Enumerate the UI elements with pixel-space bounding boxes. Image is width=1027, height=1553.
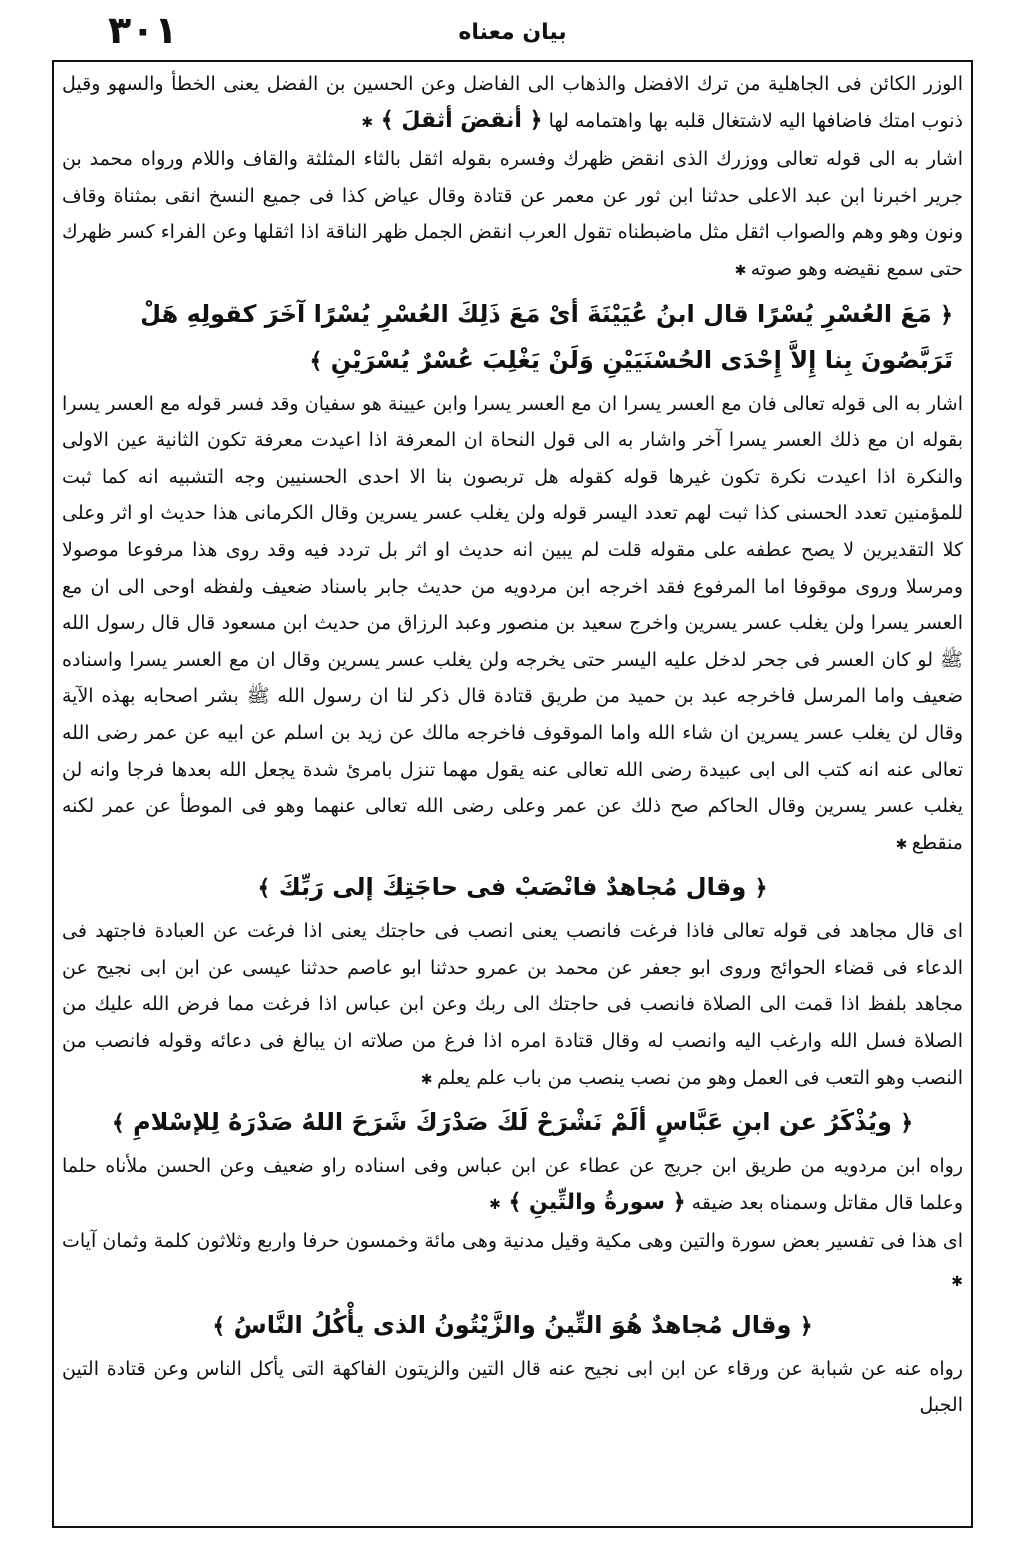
page-header — [52, 6, 973, 58]
hadith-heading-3: ﴿ ويُذْكَرُ عن ابنِ عَبَّاسٍ ألَمْ نَشْرَحْ لَكَ صَدْرَكَ شَرَحَ اللهُ صَدْرَهُ لِلإسْلامِ ﴾ — [111, 1108, 914, 1137]
surah-heading: ﴿ سورةُ والتِّينِ ﴾ — [508, 1189, 686, 1215]
commentary-paragraph-2: اشار به الى قوله تعالى ووزرك الذى انقض ظهرك وفسره بقوله اثقل بالثاء المثلثة والقاف واللام ورواه محمد بن جرير اخبرنا ابن عبد الاعلى حدثنا ابن ثور عن معمر عن قتادة وقال عياض كذا فى جميع النسخ انقى بمثناة وقاف ونون وهو وهم والصواب اثقل مثل ماضبطناه تقول العرب انقض الجمل ظهر الناقة اذا اثقلها وعن الفراء كسر ظهرك حتى سمع نقيضه وهو صوته ✱ — [62, 141, 963, 289]
hadith-heading-2: ﴿ وقال مُجاهدٌ فانْصَبْ فى حاجَتِكَ إلى رَبِّكَ ﴾ — [257, 873, 768, 902]
commentary-paragraph-5: رواه ابن مردويه من طريق ابن جريج عن عطاء عن ابن عباس وفى اسناده راو ضعيف وعن الحسن ملأناه حلما وعلما قال مقاتل وسمناه بعد ضيقه ﴿ سورةُ والتِّينِ ﴾ ✱ — [62, 1148, 963, 1223]
hadith-heading-1: ﴿ مَعَ العُسْرِ يُسْرًا قال ابنُ عُيَيْنَةَ أىْ مَعَ ذَلِكَ العُسْرِ يُسْرًا آخَرَ كقولِهِ هَلْ تَرَبَّصُونَ بِنا إِلاَّ إِحْدَى الحُسْنَيَيْنِ وَلَنْ يَغْلِبَ عُسْرٌ يُسْرَيْنِ ﴾ — [140, 299, 953, 374]
page-title: بيان معناه — [458, 20, 567, 45]
commentary-paragraph-6: اى هذا فى تفسير بعض سورة والتين وهى مكية وقيل مدنية وهى مائة وخمسون حرفا واربع وثلاثون كلمة وثمان آيات ✱ — [62, 1223, 963, 1300]
hadith-heading-4: ﴿ وقال مُجاهدٌ هُوَ التِّينُ والزَّيْتُونُ الذى يأْكُلُ النَّاسُ ﴾ — [212, 1310, 813, 1339]
commentary-paragraph-7: رواه عنه عن شبابة عن ورقاء عن ابن ابى نجيح عنه قال التين والزيتون الفاكهة التى يأكل الناس وعن قتادة التين الجبل — [62, 1357, 963, 1417]
page-number: ٣٠١ — [108, 8, 178, 52]
commentary-paragraph-1: الوزر الكائن فى الجاهلية من ترك الافضل والذهاب الى الفاضل وعن الحسين بن الفضل يعنى الخطأ والسهو وقيل ذنوب امتك فاضافها اليه لاشتغال قلبه بها واهتمامه لها ﴿ أنقضَ أثقلَ ﴾ ✱ — [62, 66, 963, 141]
page-content — [62, 66, 963, 1524]
commentary-paragraph-3: اشار به الى قوله تعالى فان مع العسر يسرا ان مع العسر يسرا وابن عيينة هو سفيان وقد فسر قوله مع العسر يسرا بقوله ان مع ذلك العسر يسرا آخر واشار به الى قول النحاة ان المعرفة اذا اعيدت معرفة تكون الثانية عين الاولى والنكرة اذا اعيدت نكرة تكون غيرها قوله كقوله هل تربصون بنا الا احدى الحسنيين وجه التشبيه انه كما ثبت للمؤمنين تعدد الحسنى كذا ثبت لهم تعدد اليسر قوله ولن يغلب عسر يسرين وقال الكرمانى هذا حديث او اثر وعلى كلا التقديرين لا يصح عطفه على مقوله قلت لم يبين انه حديث او اثر بل تردد فيه وقد روى هذا مرفوعا موصولا ومرسلا وروى موقوفا اما المرفوع فقد اخرجه ابن مردويه من حديث جابر باسناد ضعيف ولفظه اوحى الى ان مع العسر يسرا ولن يغلب عسر يسرين واخرج سعيد بن منصور وعبد الرزاق من حديث ابن مسعود قال قال رسول الله ﷺ لو كان العسر فى جحر لدخل عليه اليسر حتى يخرجه ولن يغلب عسر يسرين وقال ان مع العسر يسرا واسناده ضعيف واما المرسل فاخرجه عبد بن حميد من طريق قتادة قال ذكر لنا ان رسول الله ﷺ بشر اصحابه بهذه الآية وقال لن يغلب عسر يسرين ان شاء الله واما الموقوف فاخرجه مالك عن زيد بن اسلم عن ابيه عن عمر رضى الله تعالى عنه انه كتب الى ابى عبيدة رضى الله تعالى عنه يقول مهما تنزل بامرئ شدة يجعل الله بعدها فرجا وانه لن يغلب عسر يسرين وقال الحاكم صح ذلك عن عمر وعلى رضى الله تعالى عنهما وهو فى الموطأ عن عمر لكنه منقطع ✱ — [62, 386, 963, 864]
inline-heading: ﴿ أنقضَ أثقلَ ﴾ — [380, 107, 543, 133]
commentary-paragraph-4: اى قال مجاهد فى قوله تعالى فاذا فرغت فانصب يعنى انصب فى حاجتك يعنى اذا فرغت عن العبادة فاجتهد فى الدعاء فى قضاء الحوائج وروى ابو جعفر عن محمد بن عمرو حدثنا ابو عاصم حدثنا عيسى عن ابن ابى نجيح عن مجاهد بلفظ اذا قمت الى الصلاة فانصب فى حاجتك الى ربك وعن ابن عباس اذا فرغت مما فرض الله عليك من الصلاة فسل الله وارغب اليه وانصب له وقال قتادة امره اذا فرغ من صلاته ان يبالغ فى دعائه وقوله فانصب من النصب وهو التعب فى العمل وهو من نصب ينصب من باب علم يعلم ✱ — [62, 913, 963, 1098]
